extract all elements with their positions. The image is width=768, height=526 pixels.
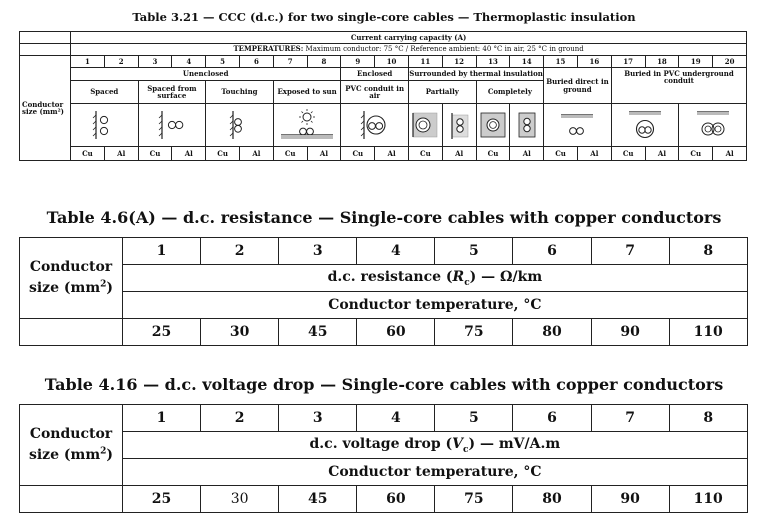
group-thermal: Surrounded by thermal insulation xyxy=(408,68,543,81)
column-number: 15 xyxy=(544,56,578,68)
column-number: 20 xyxy=(713,56,747,68)
conductor-material: Cu xyxy=(71,147,105,161)
blank-cell xyxy=(20,486,123,513)
thermal-partial-pair-icon xyxy=(442,104,476,147)
column-number: 3 xyxy=(279,405,357,432)
conductor-material: Al xyxy=(375,147,409,161)
column-number: 7 xyxy=(273,56,307,68)
temperature-value: 25 xyxy=(123,486,201,513)
column-number: 16 xyxy=(577,56,611,68)
group-buried-pvc: Buried in PVC underground conduit xyxy=(611,68,746,104)
column-number: 19 xyxy=(679,56,713,68)
temperature-value: 80 xyxy=(513,486,591,513)
column-number: 17 xyxy=(611,56,645,68)
conductor-material: Al xyxy=(645,147,679,161)
conductor-material: Cu xyxy=(408,147,442,161)
desc-spaced-surface: Spaced from surface xyxy=(138,81,206,104)
temperatures-text: Maximum conductor: 75 °C / Reference ambient: 40 °C in air, 25 °C in ground xyxy=(303,45,584,54)
buried-ground-icon xyxy=(544,104,612,147)
table-4-16-title: Table 4.16 — d.c. voltage drop — Single-core cables with copper conductors xyxy=(44,375,724,394)
thermal-partial-icon xyxy=(408,104,442,147)
temperature-value: 30 xyxy=(201,486,279,513)
conductor-material: Cu xyxy=(341,147,375,161)
conductor-temperature-header: Conductor temperature, °C xyxy=(123,292,748,319)
conductor-size-label: Conductor size $(mm^2)$ xyxy=(20,238,123,319)
conductor-material: Cu xyxy=(476,147,510,161)
conductor-material: Al xyxy=(442,147,476,161)
column-number: 2 xyxy=(201,405,279,432)
column-number: 12 xyxy=(442,56,476,68)
conductor-temperature-header: Conductor temperature, °C xyxy=(123,459,748,486)
table-3-21 xyxy=(19,31,747,161)
conductor-material: Al xyxy=(104,147,138,161)
column-number: 10 xyxy=(375,56,409,68)
conductor-material: Al xyxy=(713,147,747,161)
column-number: 11 xyxy=(408,56,442,68)
temperatures-label: TEMPERATURES: xyxy=(233,44,304,54)
column-number: 5 xyxy=(435,238,513,265)
desc-touching: Touching xyxy=(206,81,274,104)
column-number: 5 xyxy=(206,56,240,68)
column-number: 2 xyxy=(104,56,138,68)
column-number: 1 xyxy=(123,405,201,432)
desc-partially: Partially xyxy=(408,81,476,104)
column-number: 14 xyxy=(510,56,544,68)
touching-icon xyxy=(206,104,274,147)
conductor-material: Al xyxy=(172,147,206,161)
group-unenclosed: Unenclosed xyxy=(71,68,341,81)
column-number: 4 xyxy=(172,56,206,68)
voltage-drop-quantity-header: d.c. voltage drop $(V_c)$ — mV/A.m xyxy=(123,432,748,459)
temperature-value: 45 xyxy=(279,319,357,346)
spaced-from-surface-icon xyxy=(138,104,206,147)
column-number: 3 xyxy=(279,238,357,265)
column-number: 5 xyxy=(435,405,513,432)
thermal-complete-icon xyxy=(476,104,510,147)
conductor-material: Cu xyxy=(273,147,307,161)
temperature-value: 110 xyxy=(669,486,747,513)
conductor-material: Cu xyxy=(679,147,713,161)
conductor-material: Al xyxy=(510,147,544,161)
conductor-material: Cu xyxy=(611,147,645,161)
column-number: 7 xyxy=(591,405,669,432)
column-number: 8 xyxy=(669,405,747,432)
column-number: 8 xyxy=(307,56,341,68)
temperature-value: 30 xyxy=(201,319,279,346)
buried-conduit-pair-icon xyxy=(679,104,747,147)
column-number: 7 xyxy=(591,238,669,265)
sun-exposure-icon xyxy=(273,104,341,147)
ccc-header: Current carrying capacity (A) xyxy=(71,32,747,44)
column-number: 18 xyxy=(645,56,679,68)
group-buried-ground: Buried direct in ground xyxy=(544,68,612,104)
column-number: 3 xyxy=(138,56,172,68)
column-number: 6 xyxy=(239,56,273,68)
column-number: 1 xyxy=(71,56,105,68)
temperature-value: 90 xyxy=(591,486,669,513)
conductor-size-label: Conductor size $(mm^2)$ xyxy=(20,405,123,486)
column-number: 13 xyxy=(476,56,510,68)
temperature-value: 60 xyxy=(357,319,435,346)
buried-conduit-single-icon xyxy=(611,104,679,147)
conductor-material: Al xyxy=(577,147,611,161)
temperature-value: 60 xyxy=(357,486,435,513)
conductor-material: Al xyxy=(307,147,341,161)
temperature-value: 110 xyxy=(669,319,747,346)
thermal-complete-pair-icon xyxy=(510,104,544,147)
temperature-value: 75 xyxy=(435,319,513,346)
spaced-vertical-icon xyxy=(71,104,139,147)
desc-exposed: Exposed to sun xyxy=(273,81,341,104)
blank-corner xyxy=(20,44,71,56)
column-number: 1 xyxy=(123,238,201,265)
column-number: 9 xyxy=(341,56,375,68)
table-3-21-title: Table 3.21 — CCC (d.c.) for two single-core cables — Thermoplastic insulation xyxy=(132,10,636,24)
temperature-value: 75 xyxy=(435,486,513,513)
temperatures-header xyxy=(71,44,747,56)
desc-spaced: Spaced xyxy=(71,81,139,104)
conductor-material: Cu xyxy=(138,147,172,161)
desc-completely: Completely xyxy=(476,81,544,104)
temperature-value: 25 xyxy=(123,319,201,346)
group-enclosed: Enclosed xyxy=(341,68,409,81)
pvc-conduit-icon xyxy=(341,104,409,147)
temperature-value: 90 xyxy=(591,319,669,346)
column-number: 4 xyxy=(357,405,435,432)
temperature-value: 80 xyxy=(513,319,591,346)
temperature-value: 45 xyxy=(279,486,357,513)
conductor-material: Cu xyxy=(206,147,240,161)
column-number: 6 xyxy=(513,405,591,432)
conductor-size-label: Conductor size (mm²) xyxy=(20,56,71,161)
column-number: 8 xyxy=(669,238,747,265)
conductor-material: Cu xyxy=(544,147,578,161)
blank-cell xyxy=(20,319,123,346)
table-4-6a xyxy=(19,237,748,346)
blank-corner xyxy=(20,32,71,44)
conductor-material: Al xyxy=(239,147,273,161)
column-number: 4 xyxy=(357,238,435,265)
table-4-6a-title: Table 4.6(A) — d.c. resistance — Single-core cables with copper conductors xyxy=(46,208,722,227)
table-4-16 xyxy=(19,404,748,513)
column-number: 6 xyxy=(513,238,591,265)
column-number: 2 xyxy=(201,238,279,265)
resistance-quantity-header: d.c. resistance $(R_c)$ — Ω/km xyxy=(123,265,748,292)
desc-pvc-air: PVC conduit in air xyxy=(341,81,409,104)
